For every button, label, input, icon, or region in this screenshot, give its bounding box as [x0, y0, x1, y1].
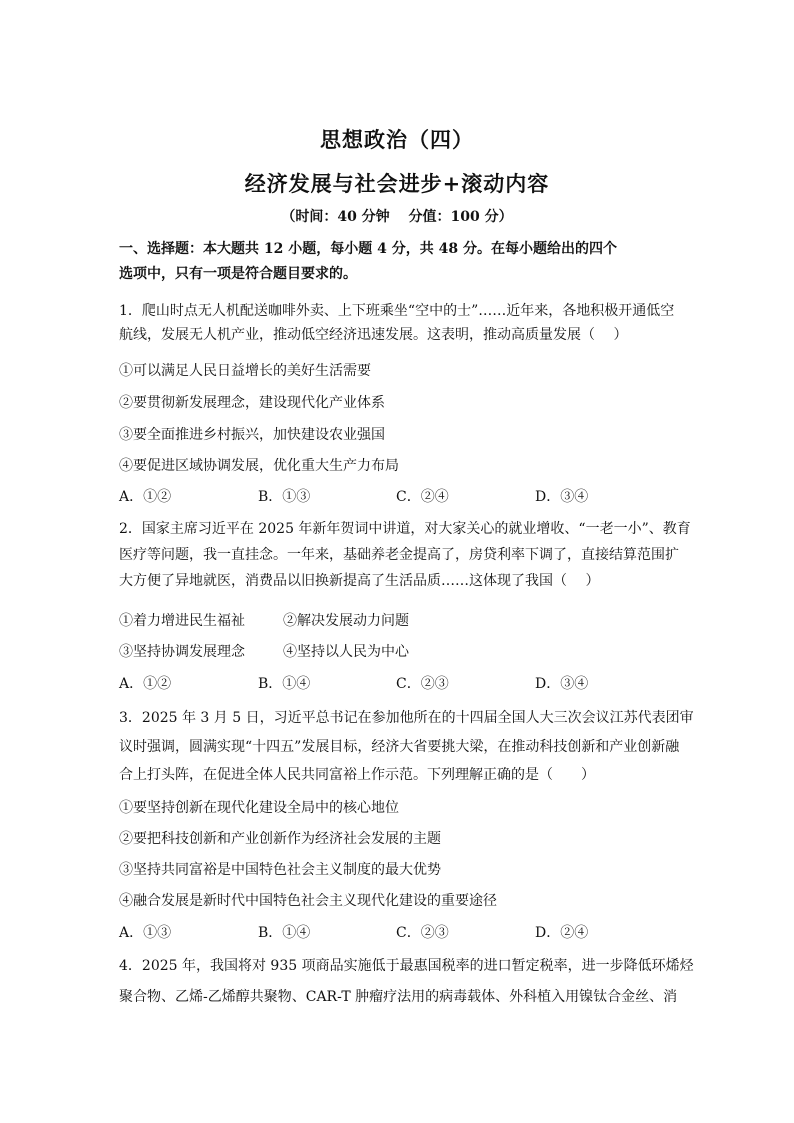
q3-choice-d: D．②④ [535, 925, 589, 941]
q1-choice-c: C．②④ [396, 489, 449, 505]
q3-stem-line1: 3．2025 年 3 月 5 日，习近平总书记在参加他所在的十四届全国人大三次会议江苏代表团审 [119, 710, 694, 726]
q3-choice-c: C．②③ [396, 925, 449, 941]
q3-statement-1: ①要坚持创新在现代化建设全局中的核心地位 [119, 800, 399, 816]
q1-stem-line1: 1．爬山时点无人机配送咖啡外卖、上下班乘坐“空中的士”……近年来，各地积极开通低空 [119, 303, 675, 319]
section-heading-line2: 选项中，只有一项是符合题目要求的。 [119, 266, 357, 282]
q3-stem-line3: 合上打头阵，在促进全体人民共同富裕上作示范。下列理解正确的是（ ） [119, 767, 595, 783]
section-heading-line1: 一、选择题：本大题共 12 小题，每小题 4 分，共 48 分。在每小题给出的四个 [119, 241, 617, 257]
q2-stem-line3: 大方便了异地就医，消费品以旧换新提高了生活品质……这体现了我国（ ） [119, 573, 600, 589]
q1-statement-3: ③要全面推进乡村振兴，加快建设农业强国 [119, 427, 385, 443]
exam-title: 思想政治（四） [320, 127, 474, 152]
q2-choice-c: C．②③ [396, 676, 449, 692]
q3-stem-line2: 议时强调，圆满实现“十四五”发展目标，经济大省要挑大梁，在推动科技创新和产业创新融 [119, 739, 680, 755]
q2-statement-2: ②解决发展动力问题 [283, 613, 409, 629]
q1-statement-2: ②要贯彻新发展理念，建设现代化产业体系 [119, 395, 385, 411]
q2-statement-3: ③坚持协调发展理念 [119, 644, 245, 660]
q3-statement-4: ④融合发展是新时代中国特色社会主义现代化建设的重要途径 [119, 893, 497, 909]
q1-choice-b: B．①③ [258, 489, 311, 505]
q3-choice-b: B．①④ [258, 925, 311, 941]
q2-stem-line2: 医疗等问题，我一直挂念。一年来，基础养老金提高了，房贷利率下调了，直接结算范围扩 [119, 547, 679, 563]
q3-statement-2: ②要把科技创新和产业创新作为经济社会发展的主题 [119, 831, 441, 847]
q4-stem-line2: 聚合物、乙烯-乙烯醇共聚物、CAR-T 肿瘤疗法用的病毒载体、外科植入用镍钛合金丝、消 [119, 989, 678, 1005]
q3-choice-a: A．①③ [119, 925, 172, 941]
q1-statement-4: ④要促进区域协调发展，优化重大生产力布局 [119, 458, 399, 474]
q2-choice-b: B．①④ [258, 676, 311, 692]
q1-choice-a: A．①② [119, 489, 172, 505]
q2-statement-1: ①着力增进民生福祉 [119, 613, 245, 629]
q1-statement-1: ①可以满足人民日益增长的美好生活需要 [119, 363, 371, 379]
q3-statement-3: ③坚持共同富裕是中国特色社会主义制度的最大优势 [119, 862, 441, 878]
exam-meta: （时间：40 分钟 分值：100 分） [281, 209, 513, 225]
exam-subtitle: 经济发展与社会进步+滚动内容 [244, 171, 550, 196]
q2-statement-4: ④坚持以人民为中心 [283, 644, 409, 660]
q2-choice-a: A．①② [119, 676, 172, 692]
q2-choice-d: D．③④ [535, 676, 589, 692]
q2-stem-line1: 2．国家主席习近平在 2025 年新年贺词中讲道，对大家关心的就业增收、“一老一小”、教育 [119, 521, 691, 537]
q1-choice-d: D．③④ [535, 489, 589, 505]
q4-stem-line1: 4．2025 年，我国将对 935 项商品实施低于最惠国税率的进口暂定税率，进一步降低环烯烃 [119, 958, 694, 974]
q1-stem-line2: 航线，发展无人机产业，推动低空经济迅速发展。这表明，推动高质量发展（ ） [119, 327, 628, 343]
